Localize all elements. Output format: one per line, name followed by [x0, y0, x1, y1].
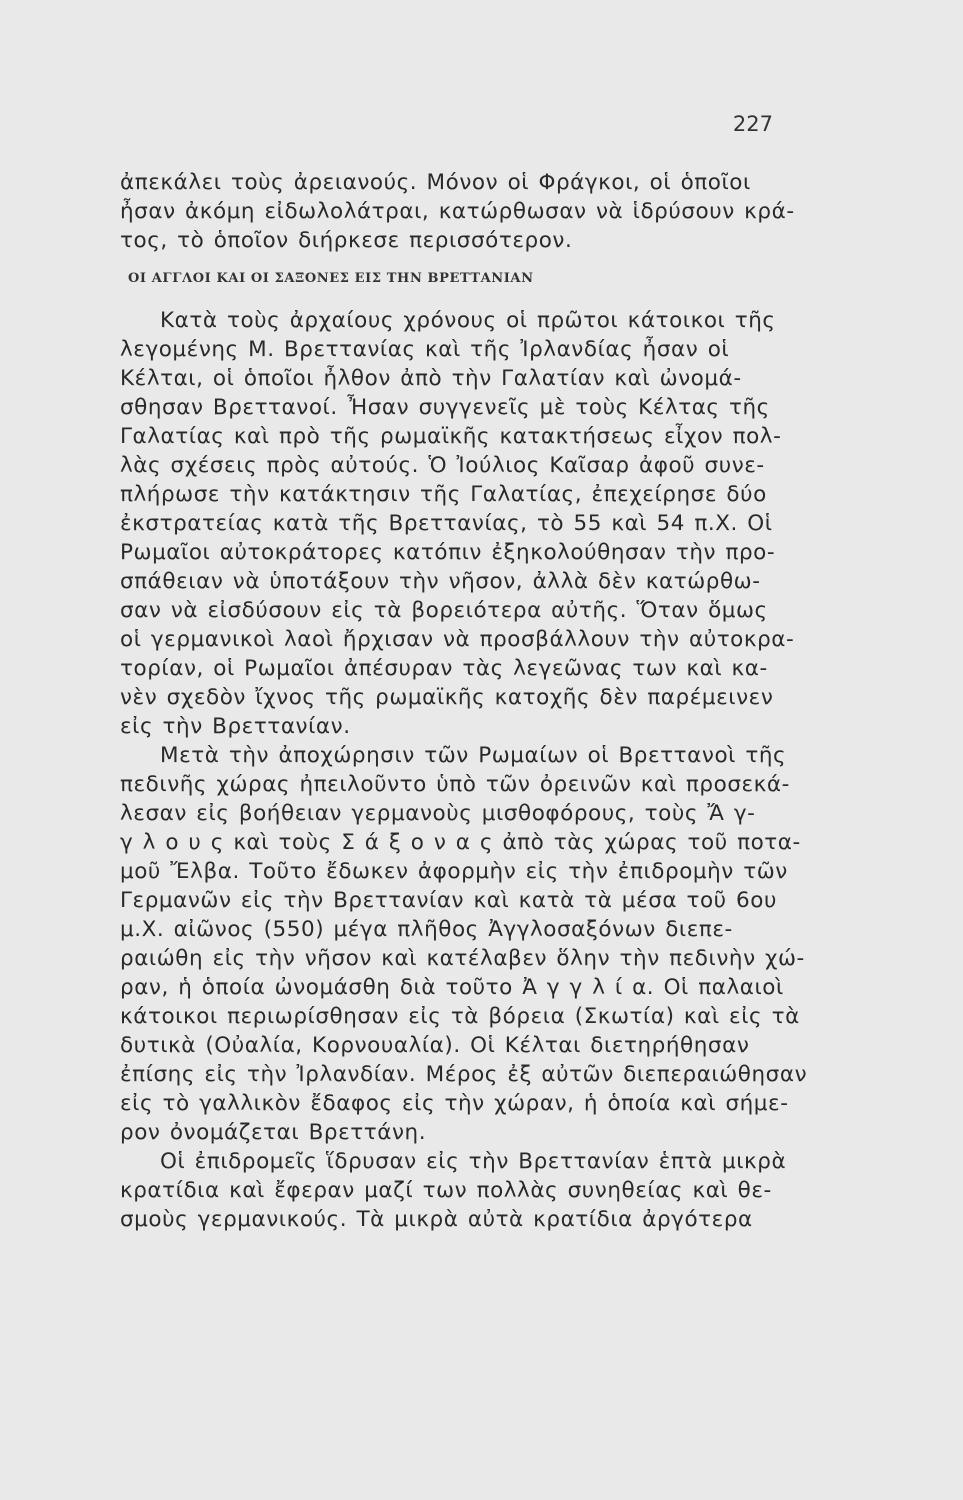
text-line: γ λ ο υ ς καὶ τοὺς Σ ά ξ ο ν α ς ἀπὸ τὰς χώρας τοῦ ποτα-: [120, 830, 801, 855]
text-line: Γαλατίας καὶ πρὸ τῆς ρωμαϊκῆς κατακτήσεως εἶχον πολ-: [120, 424, 782, 449]
text-line: ἐπίσης εἰς τὴν Ἰρλανδίαν. Μέρος ἐξ αὐτῶν διεπεραιώθησαν: [120, 1062, 808, 1087]
text-line: Κέλται, οἱ ὁποῖοι ἦλθον ἀπὸ τὴν Γαλατίαν καὶ ὠνομά-: [120, 366, 742, 391]
text-line: σμοὺς γερμανικούς. Τὰ μικρὰ αὐτὰ κρατίδια ἀργότερα: [120, 1207, 753, 1232]
text-line: Οἱ ἐπιδρομεῖς ἵδρυσαν εἰς τὴν Βρεττανίαν ἑπτὰ μικρὰ: [160, 1149, 787, 1174]
text-line: Γερμανῶν εἰς τὴν Βρεττανίαν καὶ κατὰ τὰ μέσα τοῦ 6ου: [120, 888, 777, 913]
text-line: οἱ γερμανικοὶ λαοὶ ἤρχισαν νὰ προσβάλλουν τὴν αὐτοκρα-: [120, 627, 795, 652]
text-line: Κατὰ τοὺς ἀρχαίους χρόνους οἱ πρῶτοι κάτοικοι τῆς: [160, 308, 776, 333]
text-line: τος, τὸ ὁποῖον διήρκεσε περισσότερον.: [120, 228, 573, 253]
text-line: Ρωμαῖοι αὐτοκράτορες κατόπιν ἐξηκολούθησαν τὴν προ-: [120, 540, 776, 565]
text-line: ἐκστρατείας κατὰ τῆς Βρεττανίας, τὸ 55 καὶ 54 π.Χ. Οἱ: [120, 511, 773, 536]
text-line: νὲν σχεδὸν ἴχνος τῆς ρωμαϊκῆς κατοχῆς δὲν παρέμεινεν: [120, 685, 774, 710]
text-line: ρον ὀνομάζεται Βρεττάνη.: [120, 1120, 427, 1145]
text-line: σπάθειαν νὰ ὑποτάξουν τὴν νῆσον, ἀλλὰ δὲν κατώρθω-: [120, 569, 761, 594]
text-line: ἦσαν ἀκόμη εἰδωλολάτραι, κατώρθωσαν νὰ ἱδρύσουν κρά-: [120, 199, 795, 224]
text-line: σαν νὰ εἰσδύσουν εἰς τὰ βορειότερα αὐτῆς. Ὅταν ὅμως: [120, 598, 768, 623]
text-line: ραν, ἡ ὁποία ὠνομάσθη διὰ τοῦτο Ἀ γ γ λ ί α. Οἱ παλαιοὶ: [120, 975, 784, 1000]
text-line: ἀπεκάλει τοὺς ἀρειανούς. Μόνον οἱ Φράγκοι, οἱ ὁποῖοι: [120, 170, 751, 195]
page-body: [120, 168, 820, 1234]
text-line: λεγομένης Μ. Βρεττανίας καὶ τῆς Ἰρλανδίας ἦσαν οἱ: [120, 337, 730, 362]
page-number: 227: [732, 112, 773, 136]
text-line: μοῦ Ἔλβα. Τοῦτο ἔδωκεν ἀφορμὴν εἰς τὴν ἐπιδρομὴν τῶν: [120, 859, 788, 884]
text-line: πλήρωσε τὴν κατάκτησιν τῆς Γαλατίας, ἐπεχείρησε δύο: [120, 482, 767, 507]
text-line: μ.Χ. αἰῶνος (550) μέγα πλῆθος Ἀγγλοσαξόνων διεπε-: [120, 917, 733, 942]
text-line: κρατίδια καὶ ἔφεραν μαζί των πολλὰς συνηθείας καὶ θε-: [120, 1178, 772, 1203]
section-heading: ΟΙ ΑΓΓΛΟΙ ΚΑΙ ΟΙ ΣΑΞΟΝΕΣ ΕΙΣ ΤΗΝ ΒΡΕΤΤΑΝΙΑΝ: [128, 271, 534, 286]
text-line: δυτικὰ (Οὐαλία, Κορνουαλία). Οἱ Κέλται διετηρήθησαν: [120, 1033, 750, 1058]
text-line: λὰς σχέσεις πρὸς αὐτούς. Ὁ Ἰούλιος Καῖσαρ ἀφοῦ συνε-: [120, 453, 765, 478]
text-line: κάτοικοι περιωρίσθησαν εἰς τὰ βόρεια (Σκωτία) καὶ εἰς τὰ: [120, 1004, 800, 1029]
text-line: Μετὰ τὴν ἀποχώρησιν τῶν Ρωμαίων οἱ Βρεττανοὶ τῆς: [160, 743, 787, 768]
text-line: εἰς τὸ γαλλικὸν ἔδαφος εἰς τὴν χώραν, ἡ ὁποία καὶ σήμε-: [120, 1091, 789, 1116]
text-line: πεδινῆς χώρας ἠπειλοῦντο ὑπὸ τῶν ὀρεινῶν καὶ προσεκά-: [120, 772, 790, 797]
text-line: εἰς τὴν Βρεττανίαν.: [120, 714, 351, 739]
text-line: ραιώθη εἰς τὴν νῆσον καὶ κατέλαβεν ὅλην τὴν πεδινὴν χώ-: [120, 946, 805, 971]
text-line: τορίαν, οἱ Ρωμαῖοι ἀπέσυραν τὰς λεγεῶνας των καὶ κα-: [120, 656, 768, 681]
text-line: λεσαν εἰς βοήθειαν γερμανοὺς μισθοφόρους, τοὺς Ἄ γ-: [120, 801, 756, 826]
text-line: σθησαν Βρεττανοί. Ἦσαν συγγενεῖς μὲ τοὺς Κέλτας τῆς: [120, 395, 770, 420]
